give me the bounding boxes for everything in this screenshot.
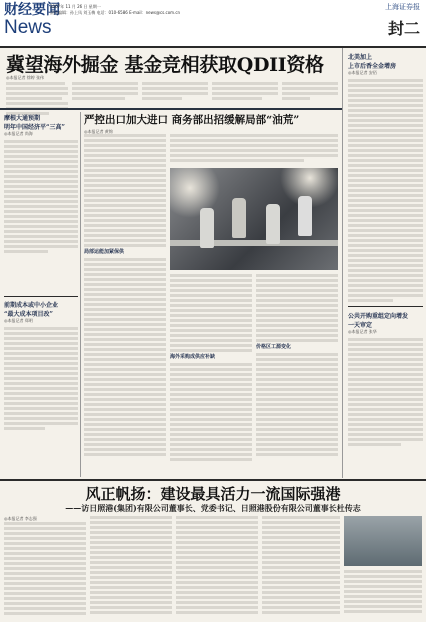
center-subhead-2: 海外采购成供应补缺	[170, 354, 216, 360]
feature-subheadline: ——访日照港(集团)有限公司董事长、党委书记、日照港股份有限公司董事长杜传志	[65, 503, 361, 513]
date-line: 2007年 11 月 26 日 星期一	[50, 4, 101, 9]
center-subhead-3: 价格区工源变化	[256, 344, 292, 350]
lead-column-3	[142, 82, 208, 108]
story-left-top-headline-2: 明年中国经济平“三高”	[4, 124, 65, 131]
center-column-2	[170, 274, 252, 479]
story-center	[84, 112, 340, 135]
story-left-top-headline-1: 摩根大通预期	[4, 115, 41, 122]
column-rule-left	[80, 112, 81, 477]
bottom-divider	[0, 479, 426, 481]
feature-column-1	[4, 522, 86, 618]
editor-line: 责任编辑：孙上凤 刘玉梅 电话：010-6586 E-mail：news@cs.com.cn	[50, 10, 181, 15]
right-column	[342, 48, 426, 478]
section-title-cn: 财经要闻	[4, 2, 60, 18]
story-left-mid-byline: ◎本报记者 郑明	[4, 318, 33, 323]
center-column-1	[84, 134, 166, 479]
lead-headline: 冀望海外掘金 基金竞相获取QDII资格	[6, 54, 324, 76]
story-right-mid-byline: ◎本报记者 张华	[348, 329, 377, 334]
story-left-mid	[4, 300, 78, 432]
feature-column-4	[262, 516, 340, 618]
feature-byline: ◎本报记者 李志强	[4, 516, 37, 521]
lead-byline: ◎本报记者 徐婷 张伟	[6, 75, 45, 80]
feature-column-3	[176, 516, 258, 618]
story-right-mid-headline-1: 公共开购重组定向增发	[348, 313, 409, 320]
lead-column-5	[282, 82, 338, 108]
story-center-headline: 严控出口加大进口 商务部出招缓解局部“油荒”	[84, 114, 300, 126]
lead-divider	[0, 108, 342, 110]
center-subhead-1: 局部运能加紧保供	[84, 249, 125, 255]
news-photo	[170, 168, 338, 270]
story-left-mid-headline-2: “最大成本项目改”	[4, 311, 53, 318]
feature-column-5	[344, 570, 422, 618]
lead-column-4	[212, 82, 278, 108]
section-title-en: News	[4, 17, 52, 38]
masthead-info	[50, 4, 180, 16]
story-left-mid-headline-1: 前期成本或中小企业	[4, 302, 59, 309]
feature-column-2	[90, 516, 172, 618]
feature-headline: 风正帆扬：建设最具活力一流国际强港	[85, 485, 341, 503]
masthead	[0, 0, 426, 48]
left-divider	[4, 296, 78, 297]
story-right-top-headline-2: 上市后香全金增房	[348, 63, 397, 70]
center-column-2-intro	[170, 134, 338, 166]
story-left-top	[4, 113, 78, 255]
story-right-mid-headline-2: 一天审定	[348, 322, 373, 329]
lead-column-2	[72, 82, 138, 108]
newspaper-brand: 上海证券报	[385, 3, 420, 11]
story-right-top-headline-1: 北美加上	[348, 54, 373, 61]
story-center-byline: ◎本报记者 黄锦	[84, 129, 113, 134]
masthead-brand	[385, 2, 420, 39]
story-right-top-byline: ◎本报记者 安佰	[348, 70, 377, 75]
page-section: 封二	[387, 19, 420, 38]
feature-photo	[344, 516, 422, 566]
center-column-3	[256, 274, 338, 479]
story-left-top-byline: ◎本报记者 尚海	[4, 131, 33, 136]
